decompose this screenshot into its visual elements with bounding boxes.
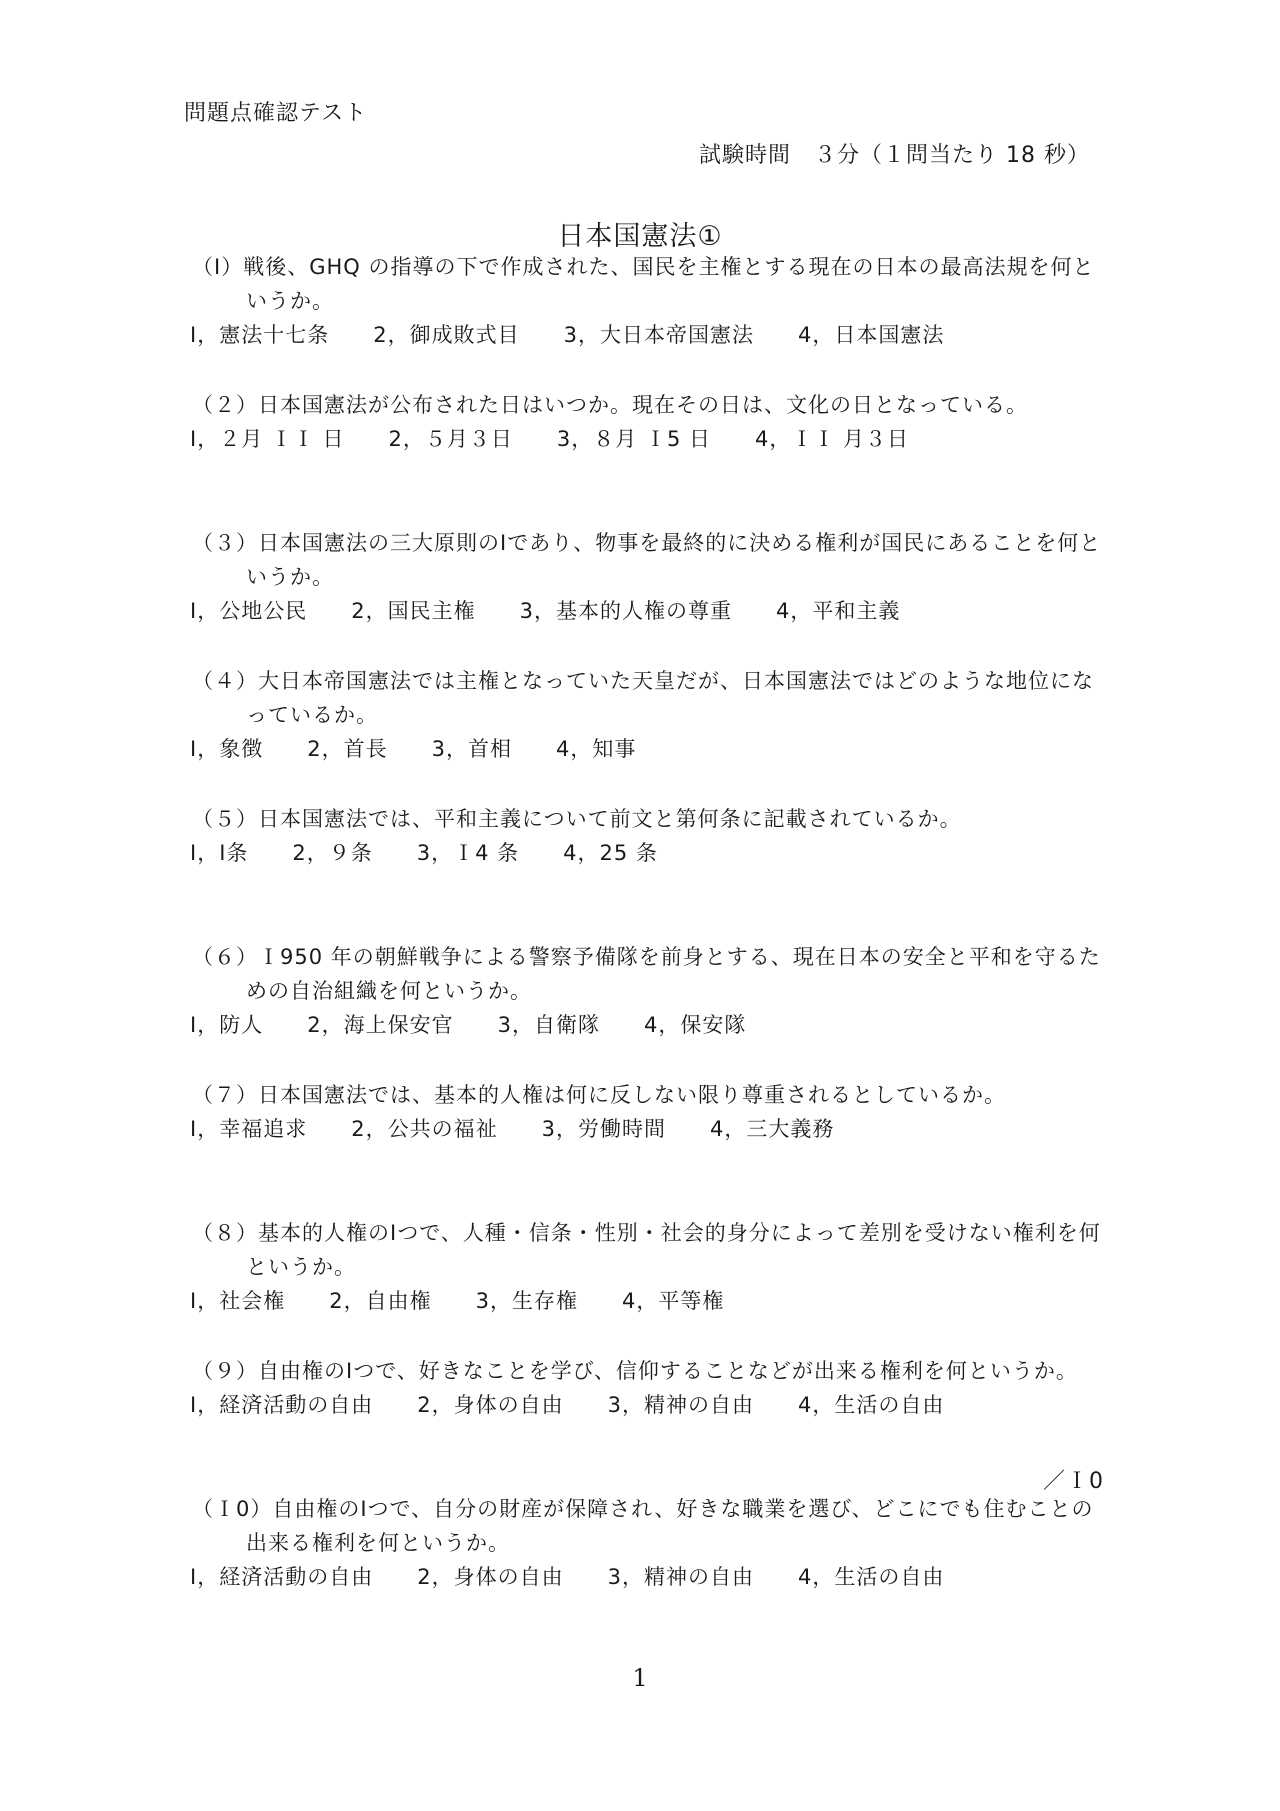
choice-row: [190, 594, 1112, 628]
answer-choice: 3，基本的人権の尊重: [519, 599, 732, 623]
question-item: [192, 1354, 1112, 1492]
answer-choice: 2，身体の自由: [417, 1565, 564, 1589]
exam-time: 試験時間 ３分（１問当たり 18 秒）: [699, 143, 1090, 168]
question-text: （Ｉ0）自由権のⅠつで、自分の財産が保障され、好きな職業を選び、どこにでも住むことの出来る権利を何というか。: [192, 1497, 1094, 1555]
choice-row: [190, 1388, 1112, 1422]
question-text: （９）自由権のⅠつで、好きなことを学び、信仰することなどが出来る権利を何というか。: [192, 1359, 1078, 1383]
answer-choice: 2，御成敗式目: [373, 323, 520, 347]
choice-row: [190, 318, 1112, 352]
question-item: [192, 1492, 1112, 1630]
document-label: 問題点確認テスト: [184, 101, 368, 126]
answer-choice: Ⅰ，経済活動の自由: [190, 1393, 374, 1417]
question-text: （５）日本国憲法では、平和主義について前文と第何条に記載されているか。: [192, 807, 962, 831]
answer-choice: 4，三大義務: [709, 1117, 835, 1141]
answer-choice: 3，首相: [431, 737, 512, 761]
answer-choice: 2，国民主権: [351, 599, 476, 623]
question-text: （Ⅰ）戦後、GHQ の指導の下で作成された、国民を主権とする現在の日本の最高法規を何というか。: [192, 255, 1095, 313]
question-text: （４）大日本帝国憲法では主権となっていた天皇だが、日本国憲法ではどのような地位になっているか。: [192, 669, 1094, 727]
question-text: （７）日本国憲法では、基本的人権は何に反しない限り尊重されるとしているか。: [192, 1083, 1006, 1107]
choice-row: [190, 422, 1112, 456]
answer-choice: 4，生活の自由: [797, 1565, 945, 1589]
question-item: [192, 388, 1112, 526]
answer-choice: 4，保安隊: [643, 1013, 747, 1037]
answer-choice: 3，大日本帝国憲法: [563, 323, 754, 347]
question-item: [192, 664, 1112, 802]
answer-choice: 2，５月３日: [388, 427, 513, 451]
answer-choice: 2，公共の福祉: [351, 1117, 498, 1141]
question-item: [192, 940, 1112, 1078]
answer-choice: Ⅰ，経済活動の自由: [190, 1565, 374, 1589]
page-title: 日本国憲法①: [557, 221, 723, 252]
answer-choice: 3，８月 Ｉ5 日: [556, 427, 711, 451]
choice-row: [190, 836, 1112, 870]
answer-choice: 2，身体の自由: [417, 1393, 564, 1417]
choice-row: [190, 1560, 1112, 1594]
answer-choice: 2，海上保安官: [307, 1013, 454, 1037]
answer-choice: 4，平和主義: [775, 599, 901, 623]
page-number: 1: [632, 1664, 648, 1692]
answer-choice: 3，精神の自由: [607, 1393, 754, 1417]
score-total: ／Ｉ0: [1043, 1469, 1104, 1494]
question-text: （６）Ｉ950 年の朝鮮戦争による警察予備隊を前身とする、現在日本の安全と平和を守るための自治組織を何というか。: [192, 945, 1101, 1003]
answer-choice: Ⅰ，２月 ＩＩ 日: [190, 427, 345, 451]
answer-choice: 3，労働時間: [541, 1117, 666, 1141]
answer-choice: Ⅰ，防人: [190, 1013, 264, 1037]
answer-choice: 3，生存権: [475, 1289, 578, 1313]
answer-choice: 4，知事: [555, 737, 637, 761]
question-text: （２）日本国憲法が公布された日はいつか。現在その日は、文化の日となっている。: [192, 393, 1028, 417]
answer-choice: Ⅰ，象徴: [190, 737, 264, 761]
choice-row: [190, 1112, 1112, 1146]
answer-choice: 3，精神の自由: [607, 1565, 754, 1589]
answer-choice: Ⅰ，公地公民: [190, 599, 308, 623]
answer-choice: 4，25 条: [563, 841, 658, 865]
choice-row: [190, 732, 1112, 766]
question-item: [192, 1216, 1112, 1354]
answer-choice: Ⅰ，Ⅰ条: [190, 841, 249, 865]
question-item: [192, 802, 1112, 940]
answer-choice: 4，日本国憲法: [797, 323, 945, 347]
question-item: [192, 526, 1112, 664]
answer-choice: 2，首長: [307, 737, 388, 761]
answer-choice: 3，自衛隊: [497, 1013, 600, 1037]
answer-choice: 4，ＩＩ 月３日: [755, 427, 910, 451]
answer-choice: Ⅰ，社会権: [190, 1289, 286, 1313]
answer-choice: 2，９条: [292, 841, 373, 865]
answer-choice: Ⅰ，幸福追求: [190, 1117, 308, 1141]
question-item: [192, 250, 1112, 388]
question-text: （３）日本国憲法の三大原則のⅠであり、物事を最終的に決める権利が国民にあることを何というか。: [192, 531, 1102, 589]
answer-choice: 2，自由権: [329, 1289, 432, 1313]
question-text: （８）基本的人権のⅠつで、人種・信条・性別・社会的身分によって差別を受けない権利を何というか。: [192, 1221, 1101, 1279]
choice-row: [190, 1008, 1112, 1042]
answer-choice: Ⅰ，憲法十七条: [190, 323, 330, 347]
answer-choice: 4，平等権: [621, 1289, 725, 1313]
question-list: [192, 250, 1112, 1630]
choice-row: [190, 1284, 1112, 1318]
answer-choice: 3，Ｉ4 条: [416, 841, 520, 865]
answer-choice: 4，生活の自由: [797, 1393, 945, 1417]
question-item: [192, 1078, 1112, 1216]
